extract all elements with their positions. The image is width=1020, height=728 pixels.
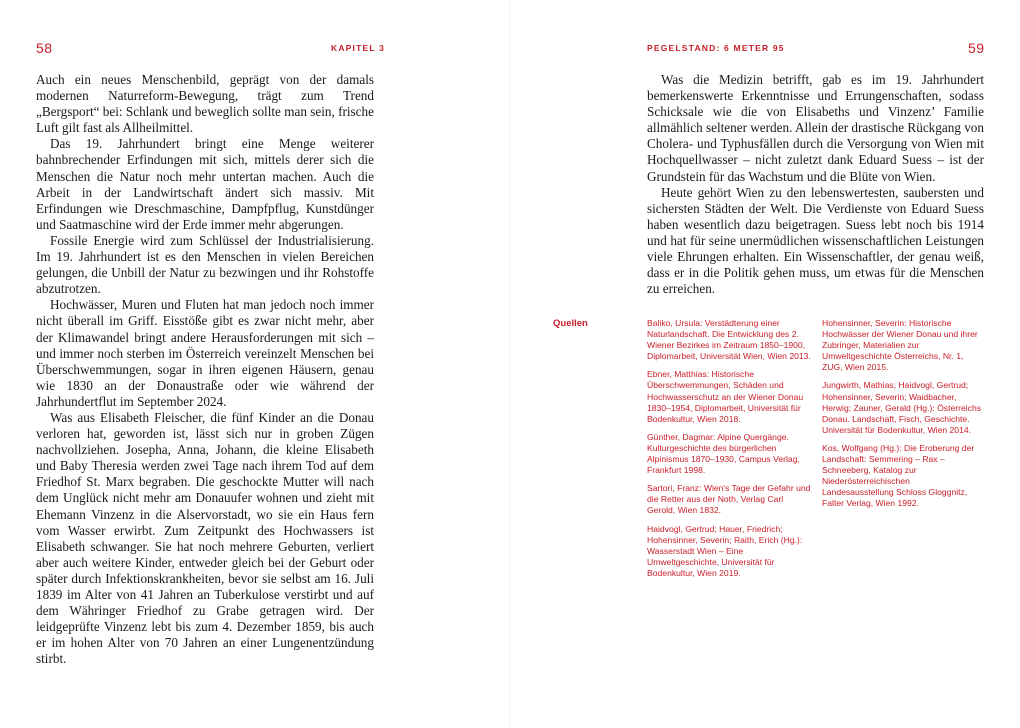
right-running-head: PEGELSTAND: 6 METER 95 — [647, 43, 785, 53]
right-body-text — [647, 72, 984, 297]
source-entry: Ebner, Matthias: Historische Überschwemmungen, Schäden und Hochwasserschutz an der Wiener Donau 1830–1954, Diplomarbeit, Universität für Bodenkultur, Wien 2018. — [647, 369, 804, 424]
source-entry: Kos, Wolfgang (Hg.): Die Eroberung der Landschaft: Semmering – Rax – Schneeberg, Katalog zur Niederösterreichischen Landesausstellung Schloss Gloggnitz, Falter Verlag, Wien 1992. — [822, 442, 975, 509]
left-running-head: KAPITEL 3 — [331, 43, 386, 53]
source-entry: Haidvogl, Gertrud; Hauer, Friedrich; Hohensinner, Severin; Raith, Erich (Hg.): Wasserstadt Wien – Eine Umweltgeschichte, Universität für Bodenkultur, Wien 2019. — [647, 523, 803, 578]
source-entry: Jungwirth, Mathias; Haidvogl, Gertrud; Hohensinner, Severin; Waidbacher, Herwig; Zauner, Gerald (Hg.): Österreichs Donau. Landschaft, Fisch, Geschichte. Universität für Bodenkultur, Wien 2014. — [822, 380, 982, 435]
left-paragraph-3: Fossile Energie wird zum Schlüssel der Industrialisierung. Im 19. Jahrhundert ist es den Menschen in vielen Bereichen gelungen, die Unbill der Natur zu bezwingen und ihr Rohstoffe abzutrotzen. — [36, 232, 374, 297]
source-entry: Sartori, Franz: Wien's Tage der Gefahr und die Retter aus der Noth, Verlag Carl Gerold, Wien 1832. — [647, 483, 811, 516]
left-paragraph-5: Was aus Elisabeth Fleischer, die fünf Kinder an die Donau verloren hat, geworden ist, lässt sich nur in groben Zügen nachvollziehen. Josepha, Anna, Johann, die kleine Elisabeth und Baby Theresia werden zwei Tage nach ihrem Tod auf dem Friedhof St. Marx begraben. Die geschockte Mutter will nach dem Unglück nicht mehr am Donauufer wohnen und zieht mit Ehemann Vinzenz in die Alservorstadt, wo sie ein Haus fern vom Wasser erwirbt. Zum Zeitpunkt des Hochwassers ist Elisabeth schwanger. Sie hat noch mehrere Geburten, verliert aber auch weitere Kinder, entweder gleich bei der Geburt oder später durch Infektionskrankheiten, bevor sie selbst am 16. Juli 1839 im Alter von 41 Jahren an Tuberkulose verstirbt und auf dem Währinger Friedhof zu Grabe getragen wird. Der leidgeprüfte Vinzenz lebt bis zum 4. Dezember 1859, bis auch er im hohen Alter von 70 Jahren an einer Lungenentzündung stirbt. — [36, 409, 374, 667]
right-paragraph-1: Was die Medizin betrifft, gab es im 19. Jahrhundert bemerkenswerte Erkenntnisse und Errungenschaften, sodass Schicksale wie die von Elisabeths und Vinzenz’ Familie allmählich seltener werden. Allein der drastische Rückgang von Cholera- und Typhusfällen durch die Versorgung von Wien mit Hochquellwasser – nicht zuletzt dank Eduard Suess – ist der Grundstein für das Wachstum und die Blüte von Wien. — [647, 72, 984, 184]
right-paragraph-2: Heute gehört Wien zu den lebenswertesten, saubersten und sichersten Städten der Welt. Die Verdienste von Eduard Suess haben wesentlich dazu beigetragen. Suess lebt noch bis 1914 und hat für seine unermüdlichen wissenschaftlichen Leistungen viele Ehrungen erhalten. Ein Wissenschaftler, der genau weiß, dass er in die Politik gehen muss, um etwas für die Menschen zu erreichen. — [647, 184, 984, 297]
right-page-number: 59 — [968, 40, 985, 56]
sources-column-2 — [822, 318, 982, 517]
source-entry: Günther, Dagmar: Alpine Quergänge. Kulturgeschichte des bürgerlichen Alpinismus 1870–1930, Campus Verlag, Frankfurt 1998. — [647, 431, 800, 476]
left-paragraph-4: Hochwässer, Muren und Fluten hat man jedoch noch immer nicht überall im Griff. Eisstöße gibt es zwar nicht mehr, aber der Klimawandel bringt andere Herausforderungen mit sich – und immer noch sterben im Österreich vereinzelt Menschen bei Überschwemmungen, sogar in ihren eigenen Häusern, genau wie 1830 an der Donaustraße oder wie während der Jahrhundertflut im September 2024. — [36, 297, 374, 409]
left-paragraph-1: Auch ein neues Menschenbild, geprägt von der damals modernen Naturreform-Bewegung, trägt zum Trend „Bergsport“ bei: Schlank und beweglich sollte man sein, frische Luft gilt fast als Allheilmittel. — [36, 72, 374, 136]
left-body-text — [36, 72, 374, 667]
left-paragraph-2: Das 19. Jahrhundert bringt eine Menge weiterer bahnbrechender Erfindungen mit sich, mittels derer sich die Menschen die Natur noch mehr untertan machen. Auch die Arbeit in der Landwirtschaft ändert sich massiv. Mit Erfindungen wie Dreschmaschine, Dampfpflug, Kunstdünger und Saatmaschine wird der Erde immer mehr abgerungen. — [36, 136, 374, 232]
sources-column-1 — [647, 318, 812, 586]
source-entry: Hohensinner, Severin: Historische Hochwässer der Wiener Donau und ihrer Zubringer, Materialien zur Umweltgeschichte Österreichs, Nr. 1, ZUG, Wien 2015. — [822, 318, 978, 373]
left-page-number: 58 — [36, 40, 53, 56]
source-entry: Baliko, Ursula: Verstädterung einer Naturlandschaft. Die Entwicklung des 2. Wiener Bezirkes im Zeitraum 1850–1900, Diplomarbeit, Universität Wien, Wien 2013. — [647, 318, 811, 362]
sources-label: Quellen — [553, 318, 588, 329]
